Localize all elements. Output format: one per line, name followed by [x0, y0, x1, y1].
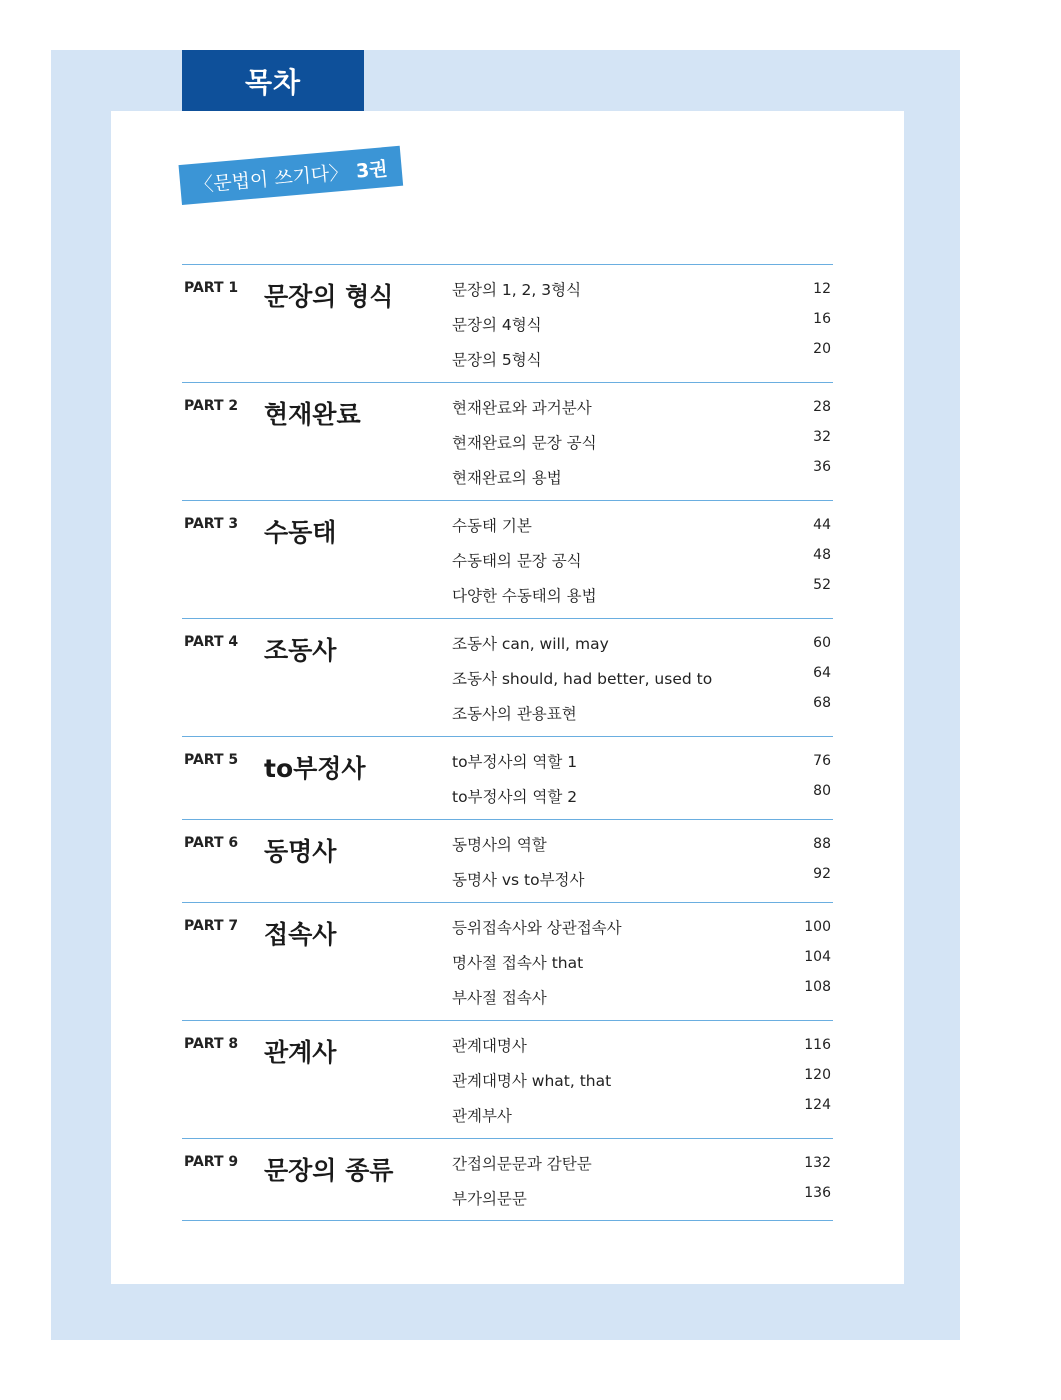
part-title[interactable]: 관계사 [264, 1038, 337, 1067]
part-pages [813, 834, 831, 894]
part-title[interactable]: 문장의 종류 [264, 1156, 394, 1185]
page-number[interactable]: 132 [804, 1155, 831, 1171]
part-pages [804, 917, 831, 1007]
part-items [452, 834, 585, 904]
toc-item[interactable]: 문장의 4형식 [452, 316, 542, 334]
part-items [452, 515, 597, 620]
table-of-contents [182, 264, 833, 1221]
book-title: 〈문법이 쓰기다〉 [193, 160, 350, 197]
part-number: PART 8 [184, 1036, 239, 1052]
part-number: PART 3 [184, 516, 239, 532]
toc-item[interactable]: 조동사 can, will, may [452, 635, 609, 653]
part-pages [813, 279, 831, 369]
part-number: PART 5 [184, 752, 239, 768]
page-number[interactable]: 80 [813, 783, 831, 799]
part-title[interactable]: 조동사 [264, 636, 337, 665]
toc-item[interactable]: 다양한 수동태의 용법 [452, 587, 597, 605]
page-number[interactable]: 32 [813, 429, 831, 445]
toc-part [182, 618, 833, 736]
part-title[interactable]: 문장의 형식 [264, 282, 394, 311]
part-number: PART 1 [184, 280, 239, 296]
toc-part [182, 264, 833, 382]
toc-item[interactable]: 문장의 5형식 [452, 351, 542, 369]
toc-item[interactable]: 현재완료의 용법 [452, 469, 562, 487]
page-number[interactable]: 108 [804, 979, 831, 995]
page-number[interactable]: 116 [804, 1037, 831, 1053]
page-number[interactable]: 12 [813, 281, 831, 297]
toc-part [182, 902, 833, 1020]
toc-item[interactable]: 수동태 기본 [452, 517, 532, 535]
page-number[interactable]: 92 [813, 866, 831, 882]
page-number[interactable]: 60 [813, 635, 831, 651]
page-number[interactable]: 52 [813, 577, 831, 593]
part-title[interactable]: to부정사 [264, 754, 366, 783]
part-pages [804, 1035, 831, 1125]
part-pages [813, 397, 831, 487]
part-number: PART 2 [184, 398, 239, 414]
toc-item[interactable]: to부정사의 역할 2 [452, 788, 578, 806]
page-number[interactable]: 36 [813, 459, 831, 475]
page-number[interactable]: 64 [813, 665, 831, 681]
part-pages [813, 751, 831, 811]
part-items [452, 1153, 592, 1223]
part-title[interactable]: 동명사 [264, 837, 337, 866]
page-number[interactable]: 124 [804, 1097, 831, 1113]
part-number: PART 6 [184, 835, 239, 851]
toc-item[interactable]: 관계부사 [452, 1107, 512, 1125]
part-number: PART 4 [184, 634, 239, 650]
toc-item[interactable]: 조동사 should, had better, used to [452, 670, 713, 688]
page-number[interactable]: 104 [804, 949, 831, 965]
page-number[interactable]: 120 [804, 1067, 831, 1083]
page-number[interactable]: 88 [813, 836, 831, 852]
toc-item[interactable]: 현재완료와 과거분사 [452, 399, 592, 417]
part-title[interactable]: 현재완료 [264, 400, 361, 429]
page-number[interactable]: 16 [813, 311, 831, 327]
part-items [452, 279, 581, 384]
page-number[interactable]: 136 [804, 1185, 831, 1201]
toc-item[interactable]: 관계대명사 what, that [452, 1072, 612, 1090]
page-number[interactable]: 44 [813, 517, 831, 533]
part-title[interactable]: 수동태 [264, 518, 337, 547]
toc-item[interactable]: to부정사의 역할 1 [452, 753, 578, 771]
part-items [452, 751, 577, 821]
toc-part [182, 736, 833, 819]
toc-item[interactable]: 명사절 접속사 that [452, 954, 584, 972]
part-pages [813, 633, 831, 723]
toc-part [182, 1138, 833, 1221]
toc-item[interactable]: 관계대명사 [452, 1037, 527, 1055]
toc-item[interactable]: 간접의문문과 감탄문 [452, 1155, 592, 1173]
page-number[interactable]: 100 [804, 919, 831, 935]
part-items [452, 917, 622, 1022]
part-pages [804, 1153, 831, 1213]
toc-item[interactable]: 부가의문문 [452, 1190, 527, 1208]
toc-item[interactable]: 문장의 1, 2, 3형식 [452, 281, 582, 299]
toc-item[interactable]: 동명사의 역할 [452, 836, 547, 854]
part-title[interactable]: 접속사 [264, 920, 337, 949]
toc-part [182, 1020, 833, 1138]
page-number[interactable]: 20 [813, 341, 831, 357]
book-volume: 3권 [355, 157, 389, 183]
toc-part [182, 819, 833, 902]
toc-part [182, 382, 833, 500]
page-number[interactable]: 48 [813, 547, 831, 563]
part-items [452, 633, 712, 738]
toc-item[interactable]: 조동사의 관용표현 [452, 705, 577, 723]
page-number[interactable]: 28 [813, 399, 831, 415]
toc-item[interactable]: 동명사 vs to부정사 [452, 871, 585, 889]
part-number: PART 9 [184, 1154, 239, 1170]
toc-part [182, 500, 833, 618]
page-number[interactable]: 68 [813, 695, 831, 711]
part-number: PART 7 [184, 918, 239, 934]
page-title: 목차 [182, 50, 364, 111]
page-number[interactable]: 76 [813, 753, 831, 769]
part-pages [813, 515, 831, 605]
toc-item[interactable]: 부사절 접속사 [452, 989, 547, 1007]
part-items [452, 397, 597, 502]
toc-item[interactable]: 수동태의 문장 공식 [452, 552, 582, 570]
part-items [452, 1035, 611, 1140]
toc-item[interactable]: 현재완료의 문장 공식 [452, 434, 597, 452]
toc-item[interactable]: 등위접속사와 상관접속사 [452, 919, 622, 937]
